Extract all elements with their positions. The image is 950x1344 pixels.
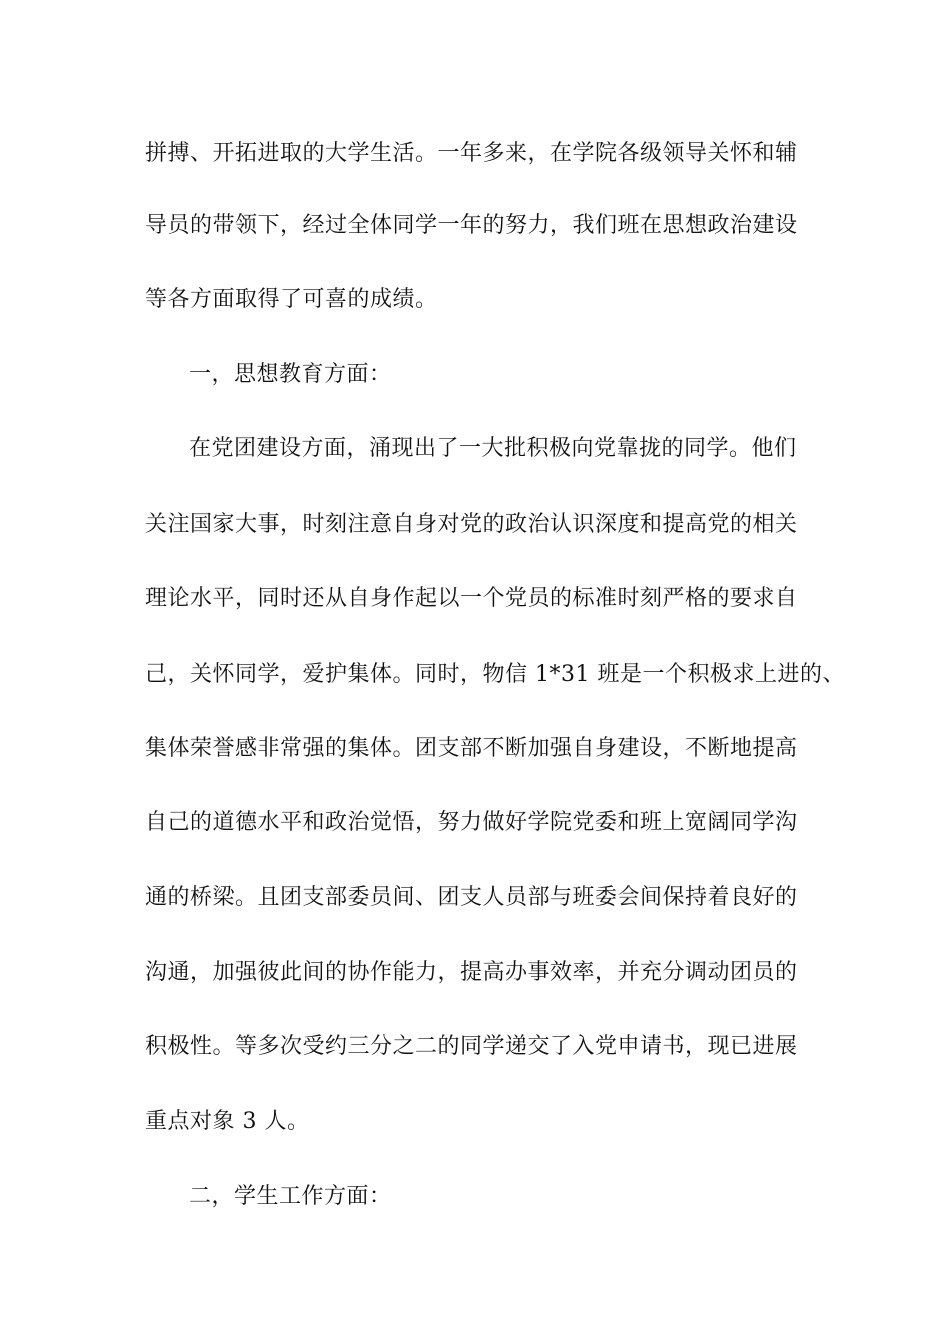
paragraph-line: 关注国家大事，时刻注意自身对党的政治认识深度和提高党的相关: [145, 512, 798, 537]
paragraph-line: 在党团建设方面，涌现出了一大批积极向党靠拢的同学。他们: [189, 436, 797, 461]
paragraph-line: 导员的带领下，经过全体同学一年的努力，我们班在思想政治建设: [145, 213, 798, 238]
paragraph-line: 重点对象 3 人。: [145, 1109, 310, 1134]
paragraph-line: 沟通，加强彼此间的协作能力，提高办事效率，并充分调动团员的: [145, 960, 798, 985]
section-heading-1: 一，思想教育方面：: [189, 362, 392, 387]
paragraph-line: 积极性。等多次受约三分之二的同学递交了入党申请书，现已进展: [145, 1034, 798, 1059]
paragraph-line: 己，关怀同学，爱护集体。同时，物信 1*31 班是一个积极求上进的、: [145, 662, 845, 687]
paragraph-line: 理论水平，同时还从自身作起以一个党员的标准时刻严格的要求自: [145, 586, 798, 611]
paragraph-line: 拼搏、开拓进取的大学生活。一年多来，在学院各级领导关怀和辅: [145, 141, 798, 166]
section-heading-2: 二，学生工作方面：: [189, 1184, 392, 1209]
paragraph-line: 等各方面取得了可喜的成绩。: [145, 287, 438, 312]
paragraph-line: 集体荣誉感非常强的集体。团支部不断加强自身建设，不断地提高: [145, 736, 798, 761]
paragraph-line: 通的桥梁。且团支部委员间、团支人员部与班委会间保持着良好的: [145, 885, 798, 910]
paragraph-line: 自己的道德水平和政治觉悟，努力做好学院党委和班上宽阔同学沟: [145, 810, 798, 835]
